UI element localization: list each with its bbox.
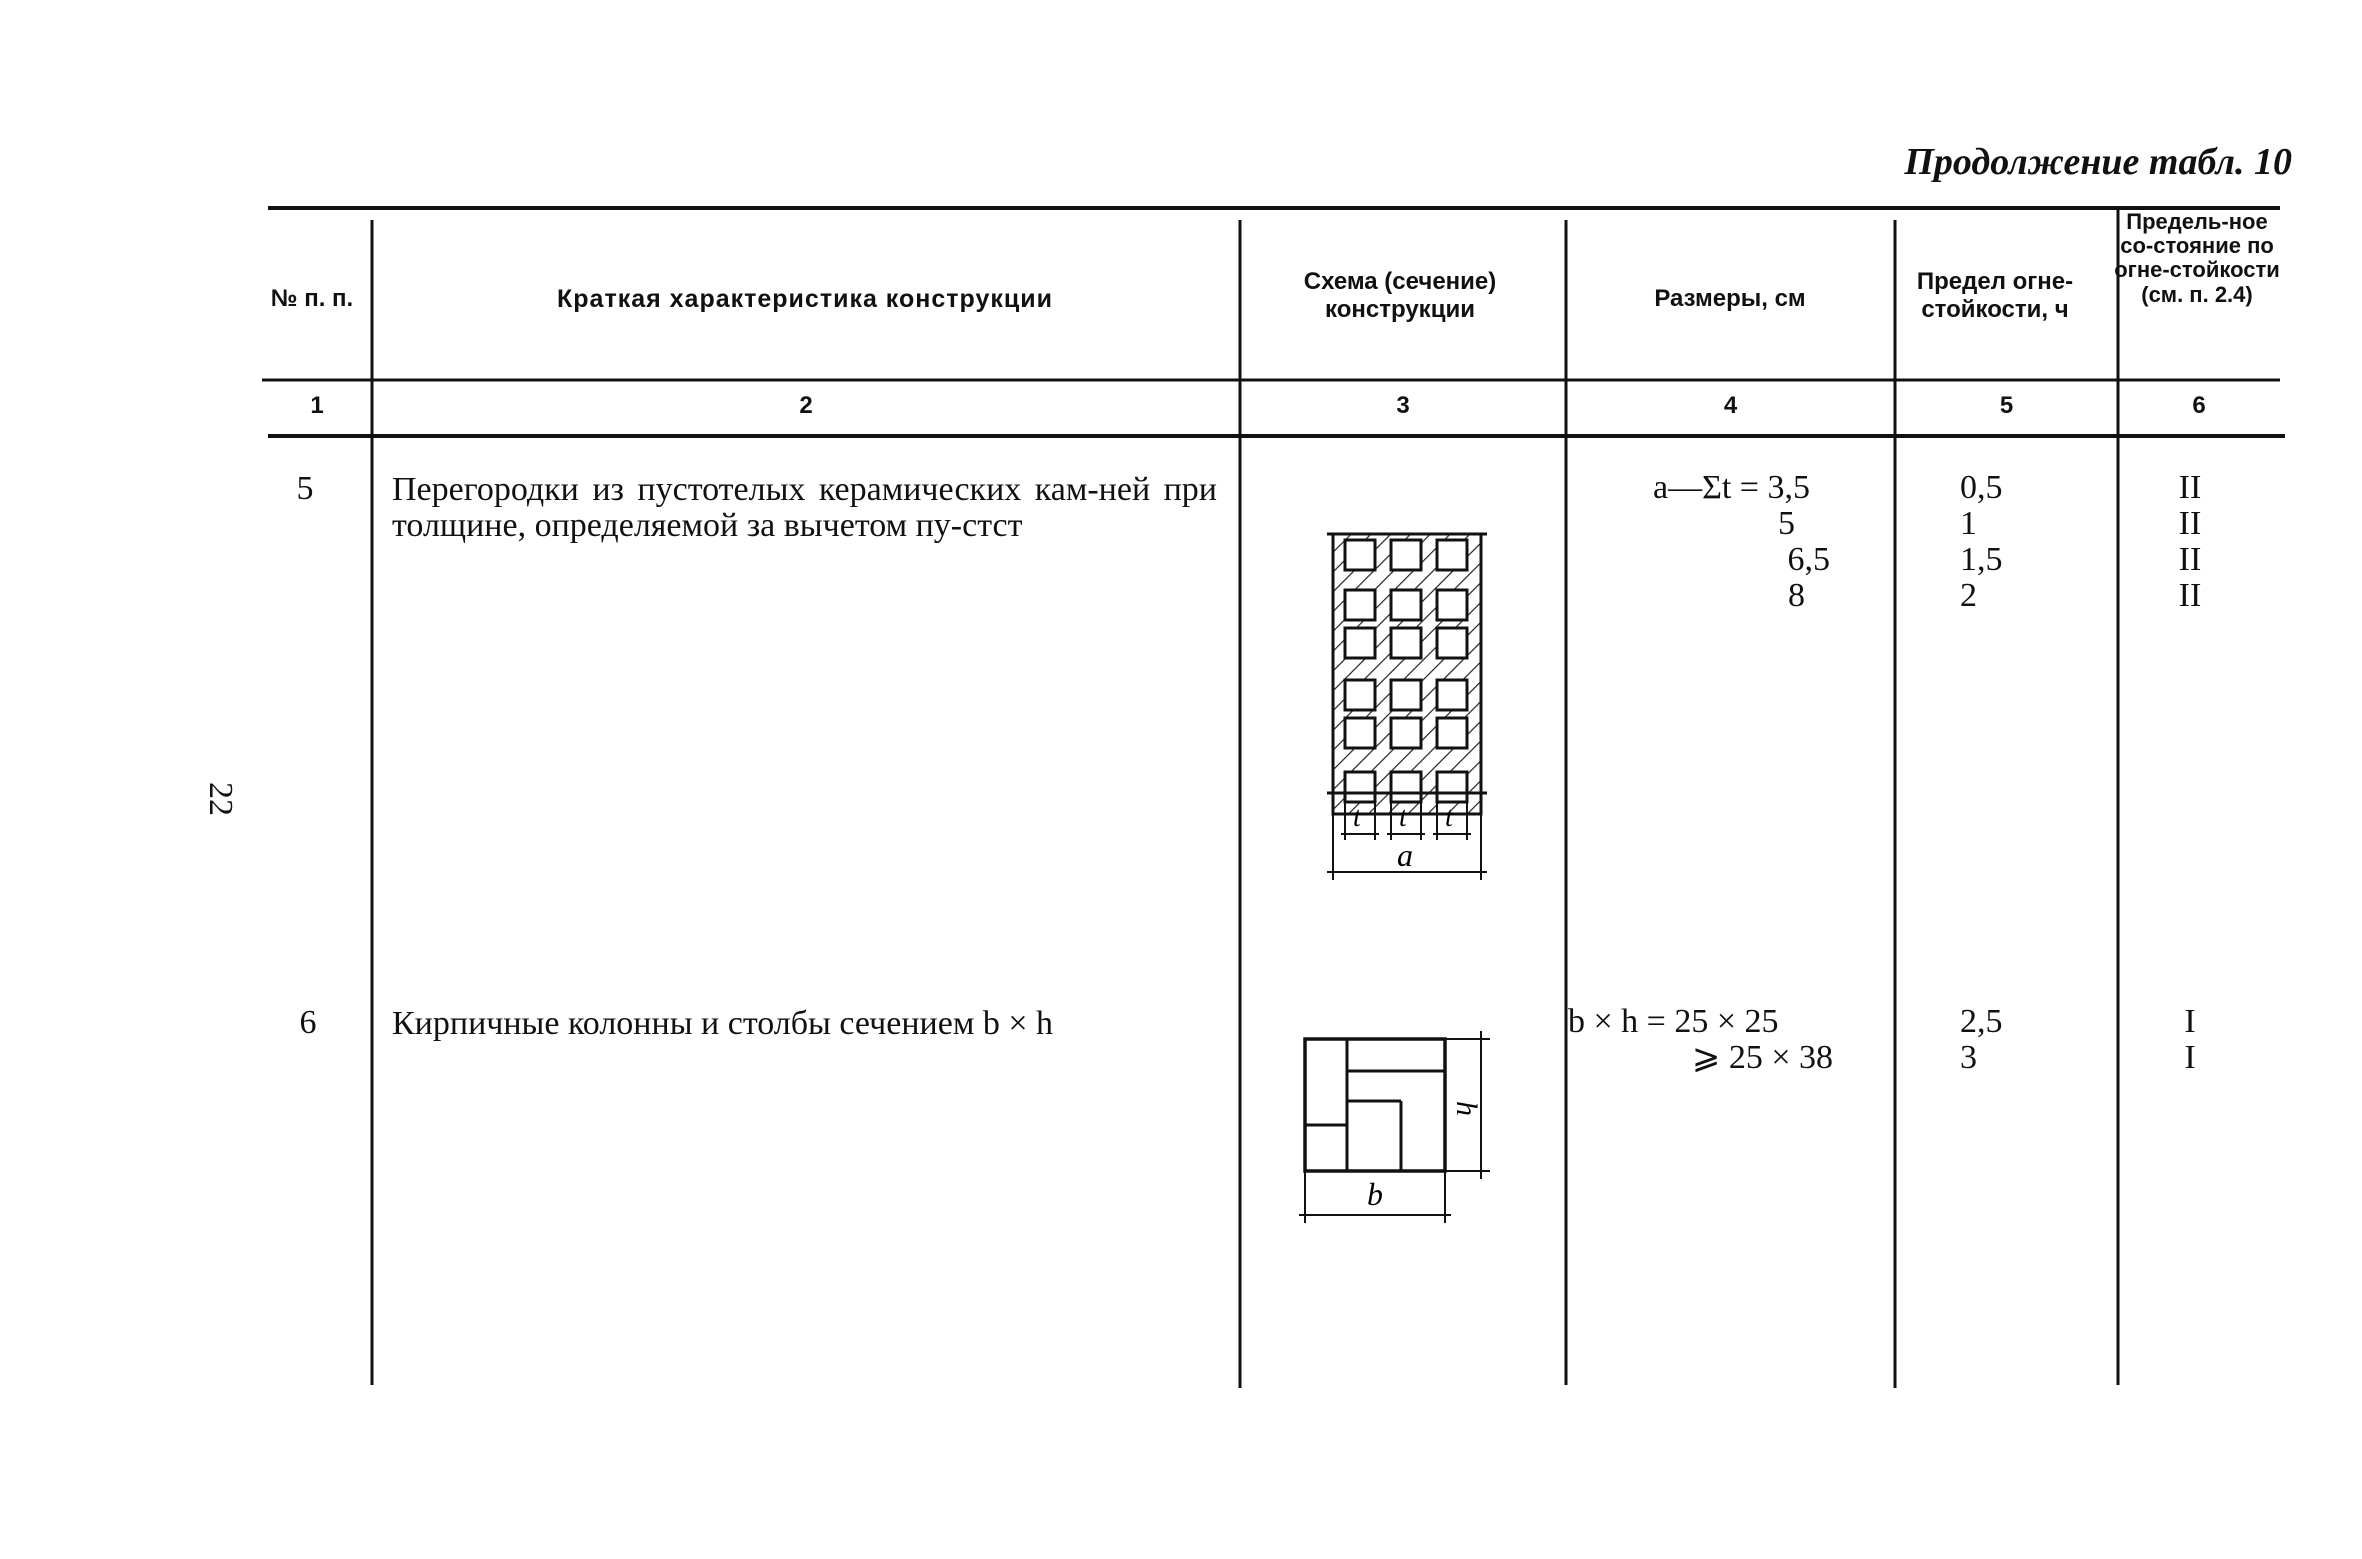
t-label: t bbox=[1445, 802, 1453, 833]
row-fire-resistance: 2 bbox=[1960, 577, 1977, 614]
row-dimension: 6,5 bbox=[1787, 541, 1830, 578]
header-dimensions: Размеры, см bbox=[1654, 285, 1806, 312]
column-number-1: 1 bbox=[310, 392, 324, 419]
header-number: № п. п. bbox=[270, 285, 354, 312]
row-dimension: 8 bbox=[1788, 577, 1805, 614]
row-limit-state: II bbox=[2178, 505, 2202, 542]
row-dimension: b × h = 25 × 25 bbox=[1568, 1003, 1779, 1040]
a-label: a bbox=[1397, 837, 1413, 873]
b-label: b bbox=[1367, 1176, 1383, 1212]
header-scheme: Схема (сечение) конструкции bbox=[1303, 268, 1497, 323]
row-number: 6 bbox=[299, 1004, 317, 1041]
row-fire-resistance: 0,5 bbox=[1960, 469, 2003, 506]
row-dimension: ⩾ 25 × 38 bbox=[1691, 1039, 1833, 1076]
row-limit-state: II bbox=[2178, 469, 2202, 506]
row-number: 5 bbox=[296, 470, 314, 507]
page-number: 22 bbox=[202, 782, 239, 816]
header-limit-state: Предель-ное со-стояние по огне-стойкости (см. п. 2.4) bbox=[2114, 209, 2280, 307]
column-number-3: 3 bbox=[1396, 392, 1410, 419]
column-number-5: 5 bbox=[1999, 392, 2014, 419]
header-description: Краткая характеристика конструкции bbox=[557, 285, 1053, 313]
row-description: Кирпичные колонны и столбы сечением b × h bbox=[392, 1005, 1054, 1042]
row-fire-resistance: 1 bbox=[1960, 505, 1977, 542]
column-number-6: 6 bbox=[2192, 392, 2206, 419]
column-number-4: 4 bbox=[1723, 392, 1738, 419]
row-limit-state: II bbox=[2178, 541, 2202, 578]
row-limit-state: II bbox=[2178, 577, 2202, 614]
t-label: t bbox=[1353, 802, 1361, 833]
row-limit-state: I bbox=[2184, 1039, 2196, 1076]
row-dimension: 5 bbox=[1778, 505, 1795, 542]
hollow-block-partition-diagram bbox=[1305, 520, 1505, 890]
h-label: h bbox=[1450, 1101, 1483, 1116]
column-number-2: 2 bbox=[799, 392, 813, 419]
table-caption: Продолжение табл. 10 bbox=[1904, 141, 2292, 183]
row-description: Перегородки из пустотелых керамических кам-ней при толщине, определяемой за вычетом пу-стст bbox=[392, 471, 1217, 544]
row-fire-resistance: 3 bbox=[1960, 1039, 1977, 1076]
row-limit-state: I bbox=[2184, 1003, 2196, 1040]
row-dimension: a—Σt = 3,5 bbox=[1652, 469, 1810, 506]
row-fire-resistance: 1,5 bbox=[1960, 541, 2003, 578]
row-fire-resistance: 2,5 bbox=[1960, 1003, 2003, 1040]
header-fire-resistance: Предел огне-стойкости, ч bbox=[1916, 268, 2074, 323]
brick-column-section-diagram bbox=[1295, 1025, 1525, 1235]
t-label: t bbox=[1399, 802, 1407, 833]
